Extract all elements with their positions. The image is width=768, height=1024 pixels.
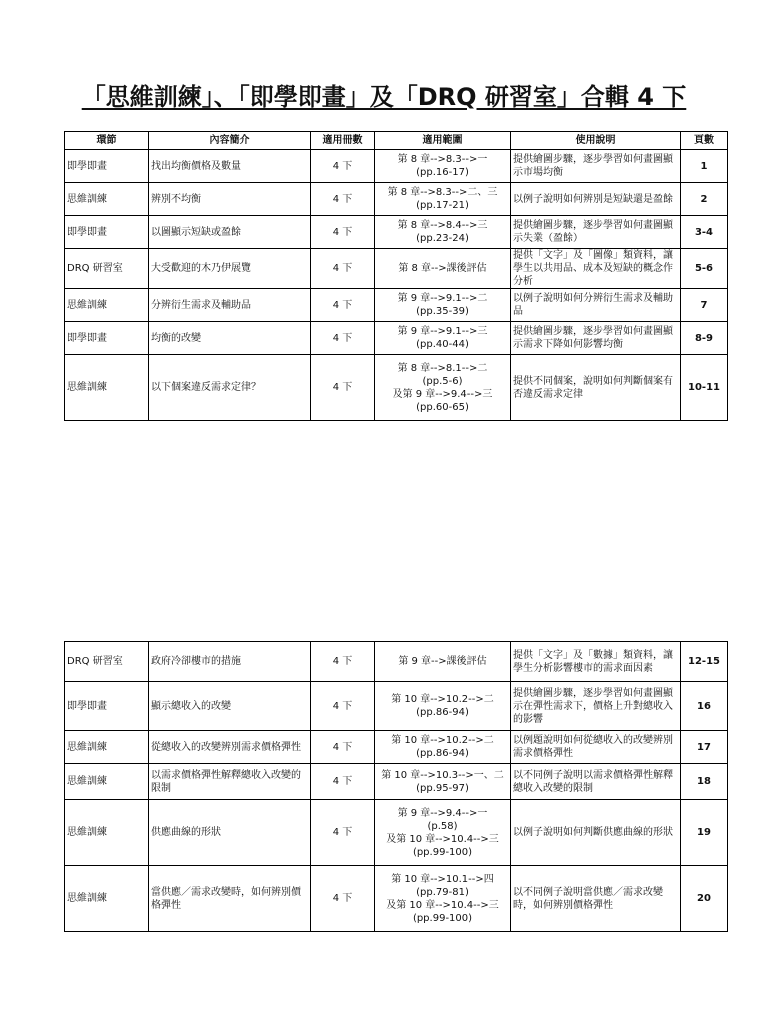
scope-line: (pp.86-94) [416,707,469,718]
header-pages: 頁數 [681,132,728,150]
cell-summary: 找出均衡價格及數量 [149,150,311,183]
cell-scope [375,289,511,322]
scope-line: 第 9 章-->9.1-->三 [397,326,488,337]
cell-usage: 以例子說明如何判斷供應曲線的形狀 [511,800,681,866]
scope-line: 第 9 章-->9.4-->一 [397,807,488,819]
cell-pages: 18 [681,764,728,800]
table-row [65,355,728,421]
cell-book: 4 下 [311,764,375,800]
content-table-1 [64,131,728,421]
scope-line: (p.58) [427,820,458,832]
cell-usage: 提供繪圖步驟，逐步學習如何畫圖顯示市場均衡 [511,150,681,183]
scope-line: (pp.17-21) [416,200,469,211]
cell-pages: 8-9 [681,322,728,355]
cell-summary: 大受歡迎的木乃伊展覽 [149,249,311,289]
cell-summary: 當供應／需求改變時，如何辨別價格彈性 [149,866,311,932]
scope-line: (pp.95-97) [416,782,469,794]
cell-usage: 以例題說明如何從總收入的改變辨別需求價格彈性 [511,731,681,764]
scope-line: 第 9 章-->課後評估 [398,656,487,667]
cell-summary: 以下個案違反需求定律？ [149,355,311,421]
cell-section: 思維訓練 [65,731,149,764]
cell-book: 4 下 [311,249,375,289]
cell-summary: 供應曲線的形狀 [149,800,311,866]
cell-section: 思維訓練 [65,800,149,866]
cell-book: 4 下 [311,216,375,249]
cell-book: 4 下 [311,731,375,764]
scope-line: 第 10 章-->10.2-->二 [391,735,494,746]
header-scope: 適用範圍 [375,132,511,150]
cell-section: 思維訓練 [65,866,149,932]
cell-usage: 提供繪圖步驟，逐步學習如何畫圖顯示需求下降如何影響均衡 [511,322,681,355]
cell-section: 思維訓練 [65,355,149,421]
table-header-row [65,132,728,150]
cell-summary: 分辨衍生需求及輔助品 [149,289,311,322]
scope-line: 及第 9 章-->9.4-->三 [392,388,493,400]
table-row [65,682,728,731]
header-book: 適用冊數 [311,132,375,150]
scope-line: (pp.35-39) [416,306,469,317]
cell-section: 思維訓練 [65,764,149,800]
cell-section: DRQ 研習室 [65,249,149,289]
cell-book: 4 下 [311,150,375,183]
cell-book: 4 下 [311,682,375,731]
cell-scope [375,216,511,249]
cell-summary: 以圖顯示短缺或盈餘 [149,216,311,249]
cell-summary: 政府冷卻樓市的措施 [149,642,311,682]
table-row [65,249,728,289]
cell-section: 思維訓練 [65,183,149,216]
cell-section: 即學即畫 [65,322,149,355]
cell-pages: 1 [681,150,728,183]
table-row [65,289,728,322]
scope-line: 第 9 章-->9.1-->二 [397,293,488,304]
scope-line: (pp.23-24) [416,233,469,244]
cell-book: 4 下 [311,289,375,322]
table-row [65,642,728,682]
cell-summary: 從總收入的改變辨別需求價格彈性 [149,731,311,764]
scope-line: 第 10 章-->10.3-->一、二 [381,769,504,781]
cell-summary: 以需求價格彈性解釋總收入改變的限制 [149,764,311,800]
scope-line: (pp.99-100) [412,846,473,858]
cell-pages: 10-11 [681,355,728,421]
scope-line: 第 8 章-->8.3-->二、三 [387,187,498,198]
cell-usage: 以例子說明如何辨別是短缺還是盈餘 [511,183,681,216]
scope-line: (pp.40-44) [416,339,469,350]
scope-line: 及第 10 章-->10.4-->三 [386,833,499,845]
cell-usage: 以例子說明如何分辨衍生需求及輔助品 [511,289,681,322]
cell-section: 即學即畫 [65,216,149,249]
table-row [65,216,728,249]
cell-pages: 3-4 [681,216,728,249]
header-summary: 內容簡介 [149,132,311,150]
cell-usage: 以不同例子說明以需求價格彈性解釋總收入改變的限制 [511,764,681,800]
table-row [65,764,728,800]
cell-book: 4 下 [311,866,375,932]
cell-section: 即學即畫 [65,150,149,183]
scope-line: 第 8 章-->課後評估 [398,263,487,274]
header-section: 環節 [65,132,149,150]
scope-line: 第 10 章-->10.2-->二 [391,694,494,705]
scope-line: 第 8 章-->8.1-->二 [397,362,488,374]
scope-line: (pp.16-17) [416,167,469,178]
table-row [65,731,728,764]
cell-pages: 7 [681,289,728,322]
table-row [65,183,728,216]
cell-scope [375,800,511,866]
cell-scope [375,731,511,764]
cell-book: 4 下 [311,183,375,216]
cell-pages: 16 [681,682,728,731]
content-table-2 [64,641,728,932]
cell-scope [375,682,511,731]
cell-pages: 19 [681,800,728,866]
scope-line: 第 8 章-->8.4-->三 [397,220,488,231]
scope-line: 及第 10 章-->10.4-->三 [386,899,499,911]
cell-scope [375,866,511,932]
cell-summary: 均衡的改變 [149,322,311,355]
table-row [65,866,728,932]
scope-line: 第 8 章-->8.3-->一 [397,154,488,165]
header-usage: 使用說明 [511,132,681,150]
cell-pages: 5-6 [681,249,728,289]
scope-line: (pp.5-6) [422,375,463,387]
cell-book: 4 下 [311,355,375,421]
cell-pages: 2 [681,183,728,216]
cell-usage: 提供繪圖步驟，逐步學習如何畫圖顯示在彈性需求下，價格上升對總收入的影響 [511,682,681,731]
table-1-body [65,150,728,421]
scope-line: (pp.79-81) [416,886,469,898]
table-2-body [65,642,728,932]
page-title-text: 「思維訓練」、「即學即畫」及「DRQ 研習室」合輯 4 下 [81,83,687,111]
page-title [0,80,768,114]
cell-scope [375,150,511,183]
cell-section: DRQ 研習室 [65,642,149,682]
cell-scope [375,183,511,216]
cell-book: 4 下 [311,322,375,355]
cell-pages: 20 [681,866,728,932]
cell-book: 4 下 [311,642,375,682]
cell-scope [375,355,511,421]
scope-line: 第 10 章-->10.1-->四 [391,873,494,885]
table-row [65,800,728,866]
cell-usage: 提供繪圖步驟，逐步學習如何畫圖顯示失業（盈餘） [511,216,681,249]
cell-section: 即學即畫 [65,682,149,731]
cell-pages: 12-15 [681,642,728,682]
table-row [65,150,728,183]
scope-line: (pp.86-94) [416,748,469,759]
cell-summary: 辨別不均衡 [149,183,311,216]
cell-scope [375,322,511,355]
cell-usage: 以不同例子說明當供應／需求改變時，如何辨別價格彈性 [511,866,681,932]
cell-section: 思維訓練 [65,289,149,322]
cell-usage: 提供「文字」及「數據」類資料，讓學生分析影響樓市的需求面因素 [511,642,681,682]
cell-scope [375,764,511,800]
cell-book: 4 下 [311,800,375,866]
cell-scope [375,249,511,289]
cell-pages: 17 [681,731,728,764]
cell-usage: 提供不同個案，說明如何判斷個案有否違反需求定律 [511,355,681,421]
cell-usage: 提供「文字」及「圖像」類資料，讓學生以共用品、成本及短缺的概念作分析 [511,249,681,289]
table-row [65,322,728,355]
cell-scope [375,642,511,682]
cell-summary: 顯示總收入的改變 [149,682,311,731]
scope-line: (pp.60-65) [416,401,469,413]
scope-line: (pp.99-100) [412,912,473,924]
